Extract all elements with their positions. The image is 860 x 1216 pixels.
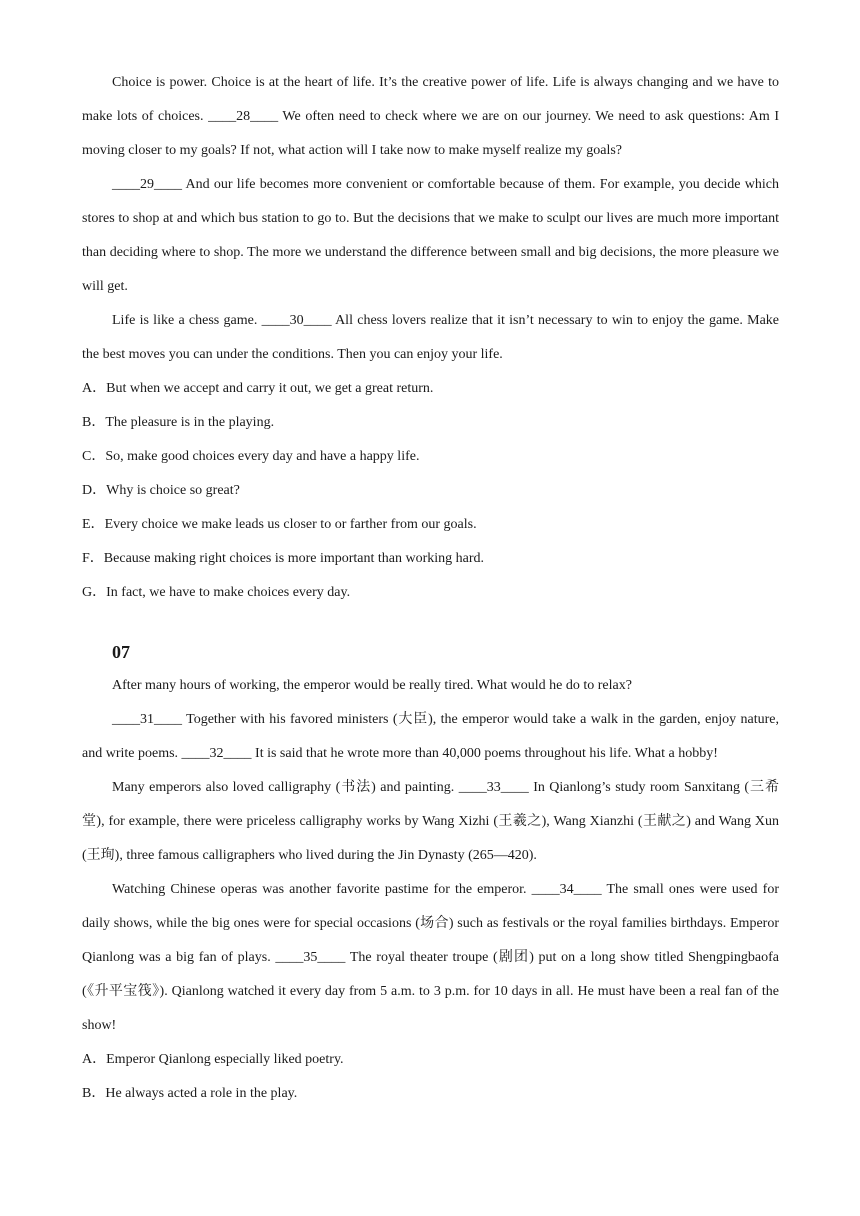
option-text: So, make good choices every day and have a happy life.: [105, 449, 420, 464]
option-letter: C．: [82, 449, 106, 464]
passage-06-paragraph-2: ____29____ And our life becomes more convenient or comfortable because of them. For example, you decide which stores to shop at and which bus station to go to. But the decisions that we make to sculpt our lives are much more important than deciding where to shop. The more we understand the difference between small and big decisions, the more pleasure we will get.: [82, 177, 779, 294]
option-text: But when we accept and carry it out, we get a great return.: [106, 381, 434, 396]
document-page: [82, 66, 779, 1111]
option-letter: A．: [82, 1052, 107, 1067]
passage-07-paragraph-4: Watching Chinese operas was another favorite pastime for the emperor. ____34____ The small ones were used for daily shows, while the big ones were for special occasions (场合) such as festivals or the royal families birthdays. Emperor Qianlong was a big fan of plays. ____35____ The royal theater troupe (剧团) put on a long show titled Shengpingbaofa (《升平宝筏》). Qianlong watched it every day from 5 a.m. to 3 p.m. for 10 days in all. He must have been a real fan of the show!: [82, 882, 779, 1033]
option-b: [82, 1077, 779, 1111]
option-text: In fact, we have to make choices every day.: [106, 585, 351, 600]
option-text: Emperor Qianlong especially liked poetry.: [106, 1052, 344, 1067]
option-g: [82, 576, 779, 610]
option-letter: B．: [82, 415, 106, 430]
passage-07-options: [82, 1043, 779, 1111]
option-text: Every choice we make leads us closer to or farther from our goals.: [104, 517, 477, 532]
option-letter: E．: [82, 517, 105, 532]
option-letter: G．: [82, 585, 107, 600]
option-text: Because making right choices is more important than working hard.: [103, 551, 485, 566]
option-a: [82, 372, 779, 406]
option-letter: A．: [82, 381, 107, 396]
passage-06-options: [82, 372, 779, 610]
option-c: [82, 440, 779, 474]
passage-06-paragraph-3: Life is like a chess game. ____30____ All chess lovers realize that it isn’t necessary to win to enjoy the game. Make the best moves you can under the conditions. Then you can enjoy your life.: [82, 313, 779, 362]
option-b: [82, 406, 779, 440]
option-d: [82, 474, 779, 508]
option-e: [82, 508, 779, 542]
option-text: He always acted a role in the play.: [105, 1086, 298, 1101]
option-letter: B．: [82, 1086, 106, 1101]
option-f: [82, 542, 779, 576]
option-text: Why is choice so great?: [106, 483, 240, 498]
option-letter: F．: [82, 551, 104, 566]
passage-06-paragraph-1: Choice is power. Choice is at the heart of life. It’s the creative power of life. Life is always changing and we have to make lots of choices. ____28____ We often need to check where we are on our journey. We need to ask questions: Am I moving closer to my goals? If not, what action will I take now to make myself realize my goals?: [82, 75, 779, 158]
passage-07-paragraph-1: After many hours of working, the emperor would be really tired. What would he do to relax?: [112, 678, 632, 693]
passage-07-paragraph-3: Many emperors also loved calligraphy (书法) and painting. ____33____ In Qianlong’s study room Sanxitang (三希堂), for example, there were priceless calligraphy works by Wang Xizhi (王羲之), Wang Xianzhi (王献之) and Wang Xun (王珣), three famous calligraphers who lived during the Jin Dynasty (265—420).: [82, 780, 779, 863]
option-letter: D．: [82, 483, 107, 498]
passage-07-paragraph-2: ____31____ Together with his favored ministers (大臣), the emperor would take a walk in the garden, enjoy nature, and write poems. ____32____ It is said that he wrote more than 40,000 poems throughout his life. What a hobby!: [82, 712, 779, 761]
section-heading-07: 07: [112, 642, 130, 662]
section-gap: [82, 610, 779, 635]
option-a: [82, 1043, 779, 1077]
option-text: The pleasure is in the playing.: [105, 415, 275, 430]
